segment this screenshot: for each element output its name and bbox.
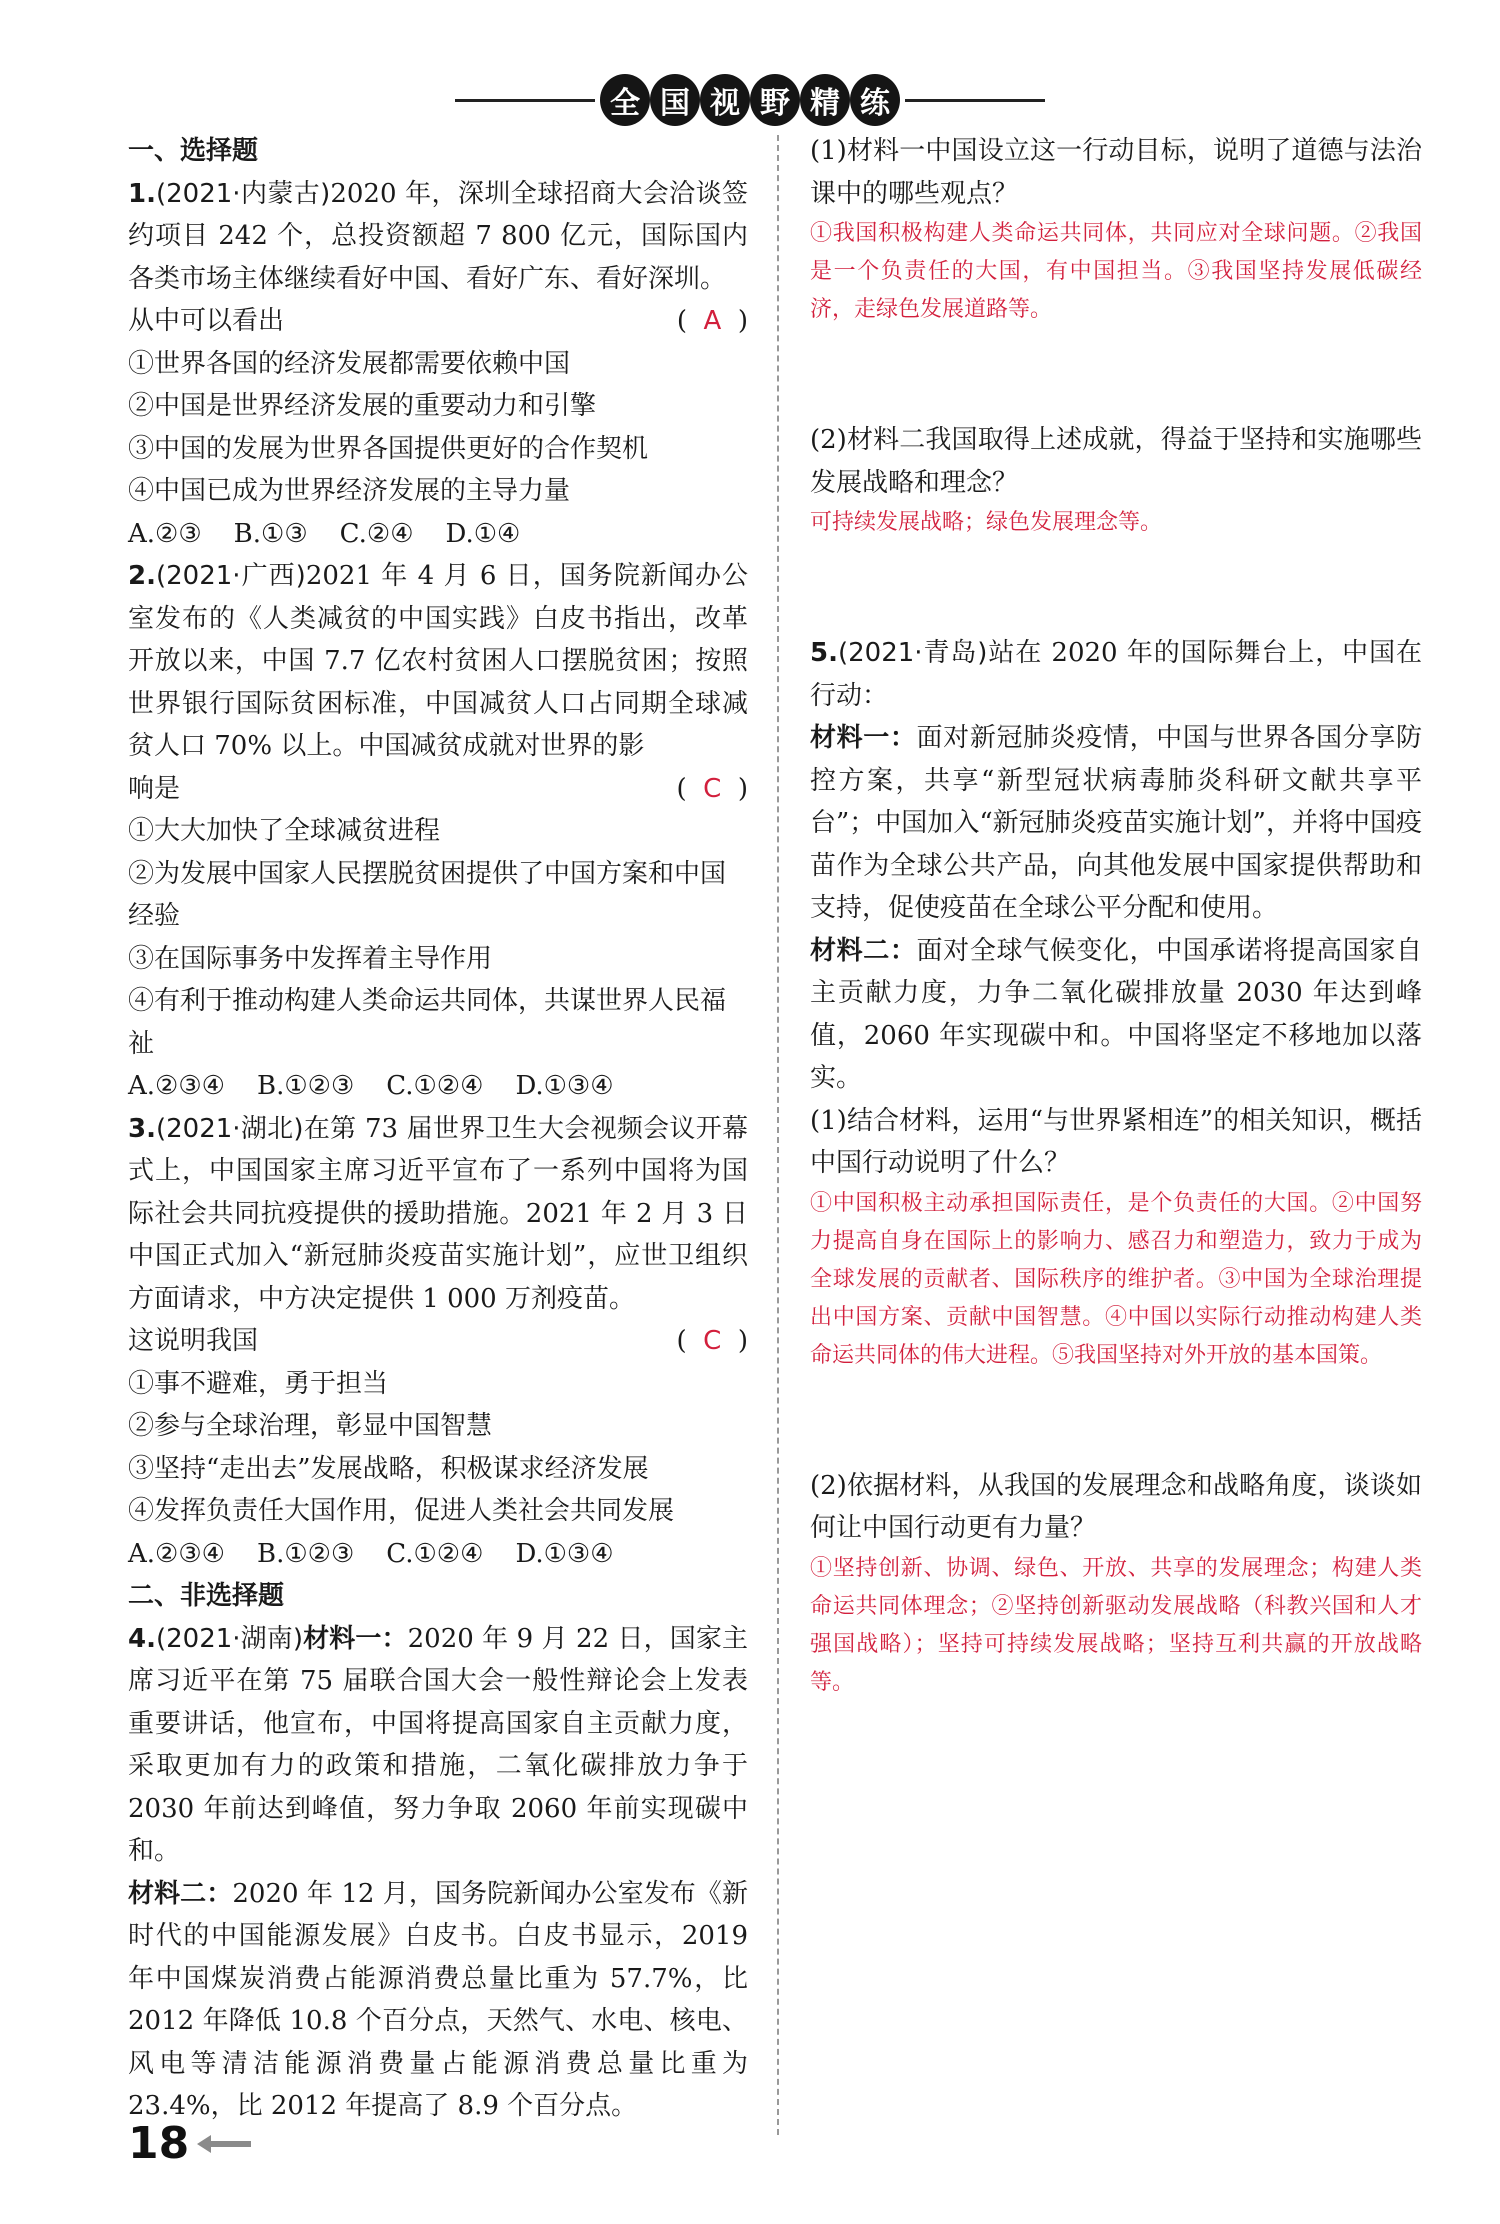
choice: A.②③: [128, 518, 202, 549]
choice-row: [128, 1533, 748, 1576]
question-4: [128, 1618, 748, 2128]
choice: B.①③: [233, 518, 308, 549]
option: ②中国是世界经济发展的重要动力和引擎: [128, 391, 597, 421]
question-source: (2021·广西): [155, 561, 306, 591]
choice-row: [128, 1065, 748, 1108]
question-stem: 站在 2020 年的国际舞台上，中国在行动：: [810, 638, 1422, 711]
material-label: 材料一：: [303, 1623, 408, 1654]
header-rule-left: [455, 99, 595, 102]
arrow-left-icon: [197, 2133, 251, 2155]
answer-bracket: ( C ): [676, 1326, 748, 1356]
sub-question: (1)结合材料，运用“与世界紧相连”的相关知识，概括中国行动说明了什么？: [810, 1105, 1422, 1178]
question-number: 3.: [128, 1113, 156, 1144]
answer-text: ①我国积极构建人类命运共同体，共同应对全球问题。②我国是一个负责任的大国，有中国担当。③我国坚持发展低碳经济，走绿色发展道路等。: [810, 221, 1422, 322]
question-stem: 2021 年 4 月 6 日，国务院新闻办公室发布的《人类减贫的中国实践》白皮书指出，改革开放以来，中国 7.7 亿农村贫困人口摆脱贫困；按照世界银行国际贫困标准，中国减贫人口占同期全球减贫人口 70% 以上。中国减贫成就对世界的影: [128, 561, 748, 761]
choice: D.①④: [445, 518, 521, 549]
title-char: 视: [700, 74, 750, 126]
question-source: (2021·内蒙古): [155, 178, 331, 209]
option: ③在国际事务中发挥着主导作用: [128, 943, 493, 974]
left-column: [128, 130, 748, 2128]
section-header: [0, 70, 1500, 130]
question-source: (2021·湖北): [155, 1113, 304, 1144]
choice-row: [128, 513, 748, 556]
choice: A.②③④: [128, 1071, 225, 1101]
question-source: (2021·湖南): [155, 1623, 304, 1654]
choice: C.①②④: [386, 1071, 484, 1101]
question-4-sub1: [810, 130, 1422, 329]
answer-bracket: ( C ): [676, 773, 748, 804]
option: ③坚持“走出去”发展战略，积极谋求经济发展: [128, 1453, 649, 1484]
page-footer: [128, 2118, 251, 2169]
question-number: 5.: [810, 638, 838, 668]
option: ④发挥负责任大国作用，促进人类社会共同发展: [128, 1496, 675, 1526]
title-char: 国: [650, 74, 700, 126]
header-rule-right: [905, 99, 1045, 102]
option: ③中国的发展为世界各国提供更好的合作契机: [128, 433, 649, 464]
option: ①事不避难，勇于担当: [128, 1368, 389, 1399]
material-label: 材料一：: [810, 723, 917, 753]
option: ④有利于推动构建人类命运共同体，共谋世界人民福祉: [128, 986, 727, 1059]
page-number: 18: [128, 2118, 190, 2169]
answer-letter: A: [703, 306, 722, 336]
question-4-sub2: [810, 419, 1422, 542]
material-text: 2020 年 9 月 22 日，国家主席习近平在第 75 届联合国大会一般性辩论会上发表重要讲话，他宣布，中国将提高国家自主贡献力度，采取更加有力的政策和措施，二氧化碳排放力争于 2030 年前达到峰值，努力争取 2060 年前实现碳中和。: [128, 1623, 748, 1866]
answer-text: 可持续发展战略；绿色发展理念等。: [810, 510, 1163, 535]
choice: D.①③④: [515, 1071, 614, 1101]
choice: B.①②③: [256, 1071, 355, 1101]
title-char: 野: [750, 74, 800, 126]
material-text: 面对全球气候变化，中国承诺将提高国家自主贡献力度，力争二氧化碳排放量 2030 年达到峰值，2060 年实现碳中和。中国将坚定不移地加以落实。: [810, 935, 1422, 1093]
sub-question: (2)依据材料，从我国的发展理念和战略角度，谈谈如何让中国行动更有力量？: [810, 1470, 1422, 1543]
question-number: 4.: [128, 1623, 156, 1654]
question-source: (2021·青岛): [837, 638, 988, 668]
answer-text: ①中国积极主动承担国际责任，是个负责任的大国。②中国努力提高自身在国际上的影响力、感召力和塑造力，致力于成为全球发展的贡献者、国际秩序的维护者。③中国为全球治理提出中国方案、贡献中国智慧。④中国以实际行动推动构建人类命运共同体的伟大进程。⑤我国坚持对外开放的基本国策。: [810, 1190, 1422, 1368]
title-char: 全: [600, 74, 650, 126]
choice: C.②④: [339, 518, 414, 549]
title-char: 练: [850, 74, 900, 126]
title-char: 精: [800, 74, 850, 126]
section-title-choice: 一、选择题: [128, 136, 259, 166]
answer-letter: C: [703, 1326, 722, 1356]
answer-letter: C: [703, 773, 722, 804]
question-5: [810, 632, 1422, 1702]
answer-bracket: ( A ): [676, 306, 748, 336]
option: ①世界各国的经济发展都需要依赖中国: [128, 348, 571, 379]
question-stem: 2020 年，深圳全球招商大会洽谈签约项目 242 个，总投资额超 7 800 亿元，国际国内各类市场主体继续看好中国、看好广东、看好深圳。: [128, 178, 748, 294]
choice: C.①②④: [386, 1538, 484, 1569]
question-stem-end: 这说明我国: [128, 1326, 259, 1356]
question-stem-end: 响是: [128, 773, 181, 804]
column-divider: [777, 135, 779, 2135]
question-3: [128, 1108, 748, 1576]
sub-question: (2)材料二我国取得上述成就，得益于坚持和实施哪些发展战略和理念？: [810, 425, 1422, 498]
question-stem: 在第 73 届世界卫生大会视频会议开幕式上，中国国家主席习近平宣布了一系列中国将为国际社会共同抗疫提供的援助措施。2021 年 2 月 3 日中国正式加入“新冠肺炎疫苗实施计划”，应世卫组织方面请求，中方决定提供 1 000 万剂疫苗。: [128, 1113, 748, 1314]
material-label: 材料二：: [128, 1878, 233, 1909]
question-number: 1.: [128, 178, 156, 209]
choice: A.②③④: [128, 1538, 225, 1569]
answer-text: ①坚持创新、协调、绿色、开放、共享的发展理念；构建人类命运共同体理念；②坚持创新驱动发展战略（科教兴国和人才强国战略）；坚持可持续发展战略；坚持互利共赢的开放战略等。: [810, 1555, 1422, 1695]
question-stem-end: 从中可以看出: [128, 306, 285, 336]
material-text: 2020 年 12 月，国务院新闻办公室发布《新时代的中国能源发展》白皮书。白皮书显示，2019 年中国煤炭消费占能源消费总量比重为 57.7%，比 2012 年降低 10.8 个百分点，天然气、水电、核电、风电等清洁能源消费量占能源消费总量比重为 23.4%，比 2012 年提高了 8.9 个百分点。: [128, 1878, 748, 2121]
section-title-nonchoice: 二、非选择题: [128, 1581, 285, 1611]
sub-question: (1)材料一中国设立这一行动目标，说明了道德与法治课中的哪些观点？: [810, 136, 1422, 209]
material-text: 面对新冠肺炎疫情，中国与世界各国分享防控方案，共享“新型冠状病毒肺炎科研文献共享平台”；中国加入“新冠肺炎疫苗实施计划”，并将中国疫苗作为全球公共产品，向其他发展中国家提供帮助和支持，促使疫苗在全球公平分配和使用。: [810, 723, 1422, 923]
choice: D.①③④: [515, 1538, 614, 1569]
material-label: 材料二：: [810, 935, 917, 966]
question-2: [128, 555, 748, 1108]
right-column: [810, 130, 1422, 1702]
question-number: 2.: [128, 561, 156, 591]
option: ④中国已成为世界经济发展的主导力量: [128, 476, 571, 506]
header-title: [600, 70, 900, 130]
question-1: [128, 173, 748, 556]
option: ②参与全球治理，彰显中国智慧: [128, 1411, 493, 1441]
choice: B.①②③: [256, 1538, 355, 1569]
option: ①大大加快了全球减贫进程: [128, 816, 441, 846]
option: ②为发展中国家人民摆脱贫困提供了中国方案和中国经验: [128, 858, 727, 931]
